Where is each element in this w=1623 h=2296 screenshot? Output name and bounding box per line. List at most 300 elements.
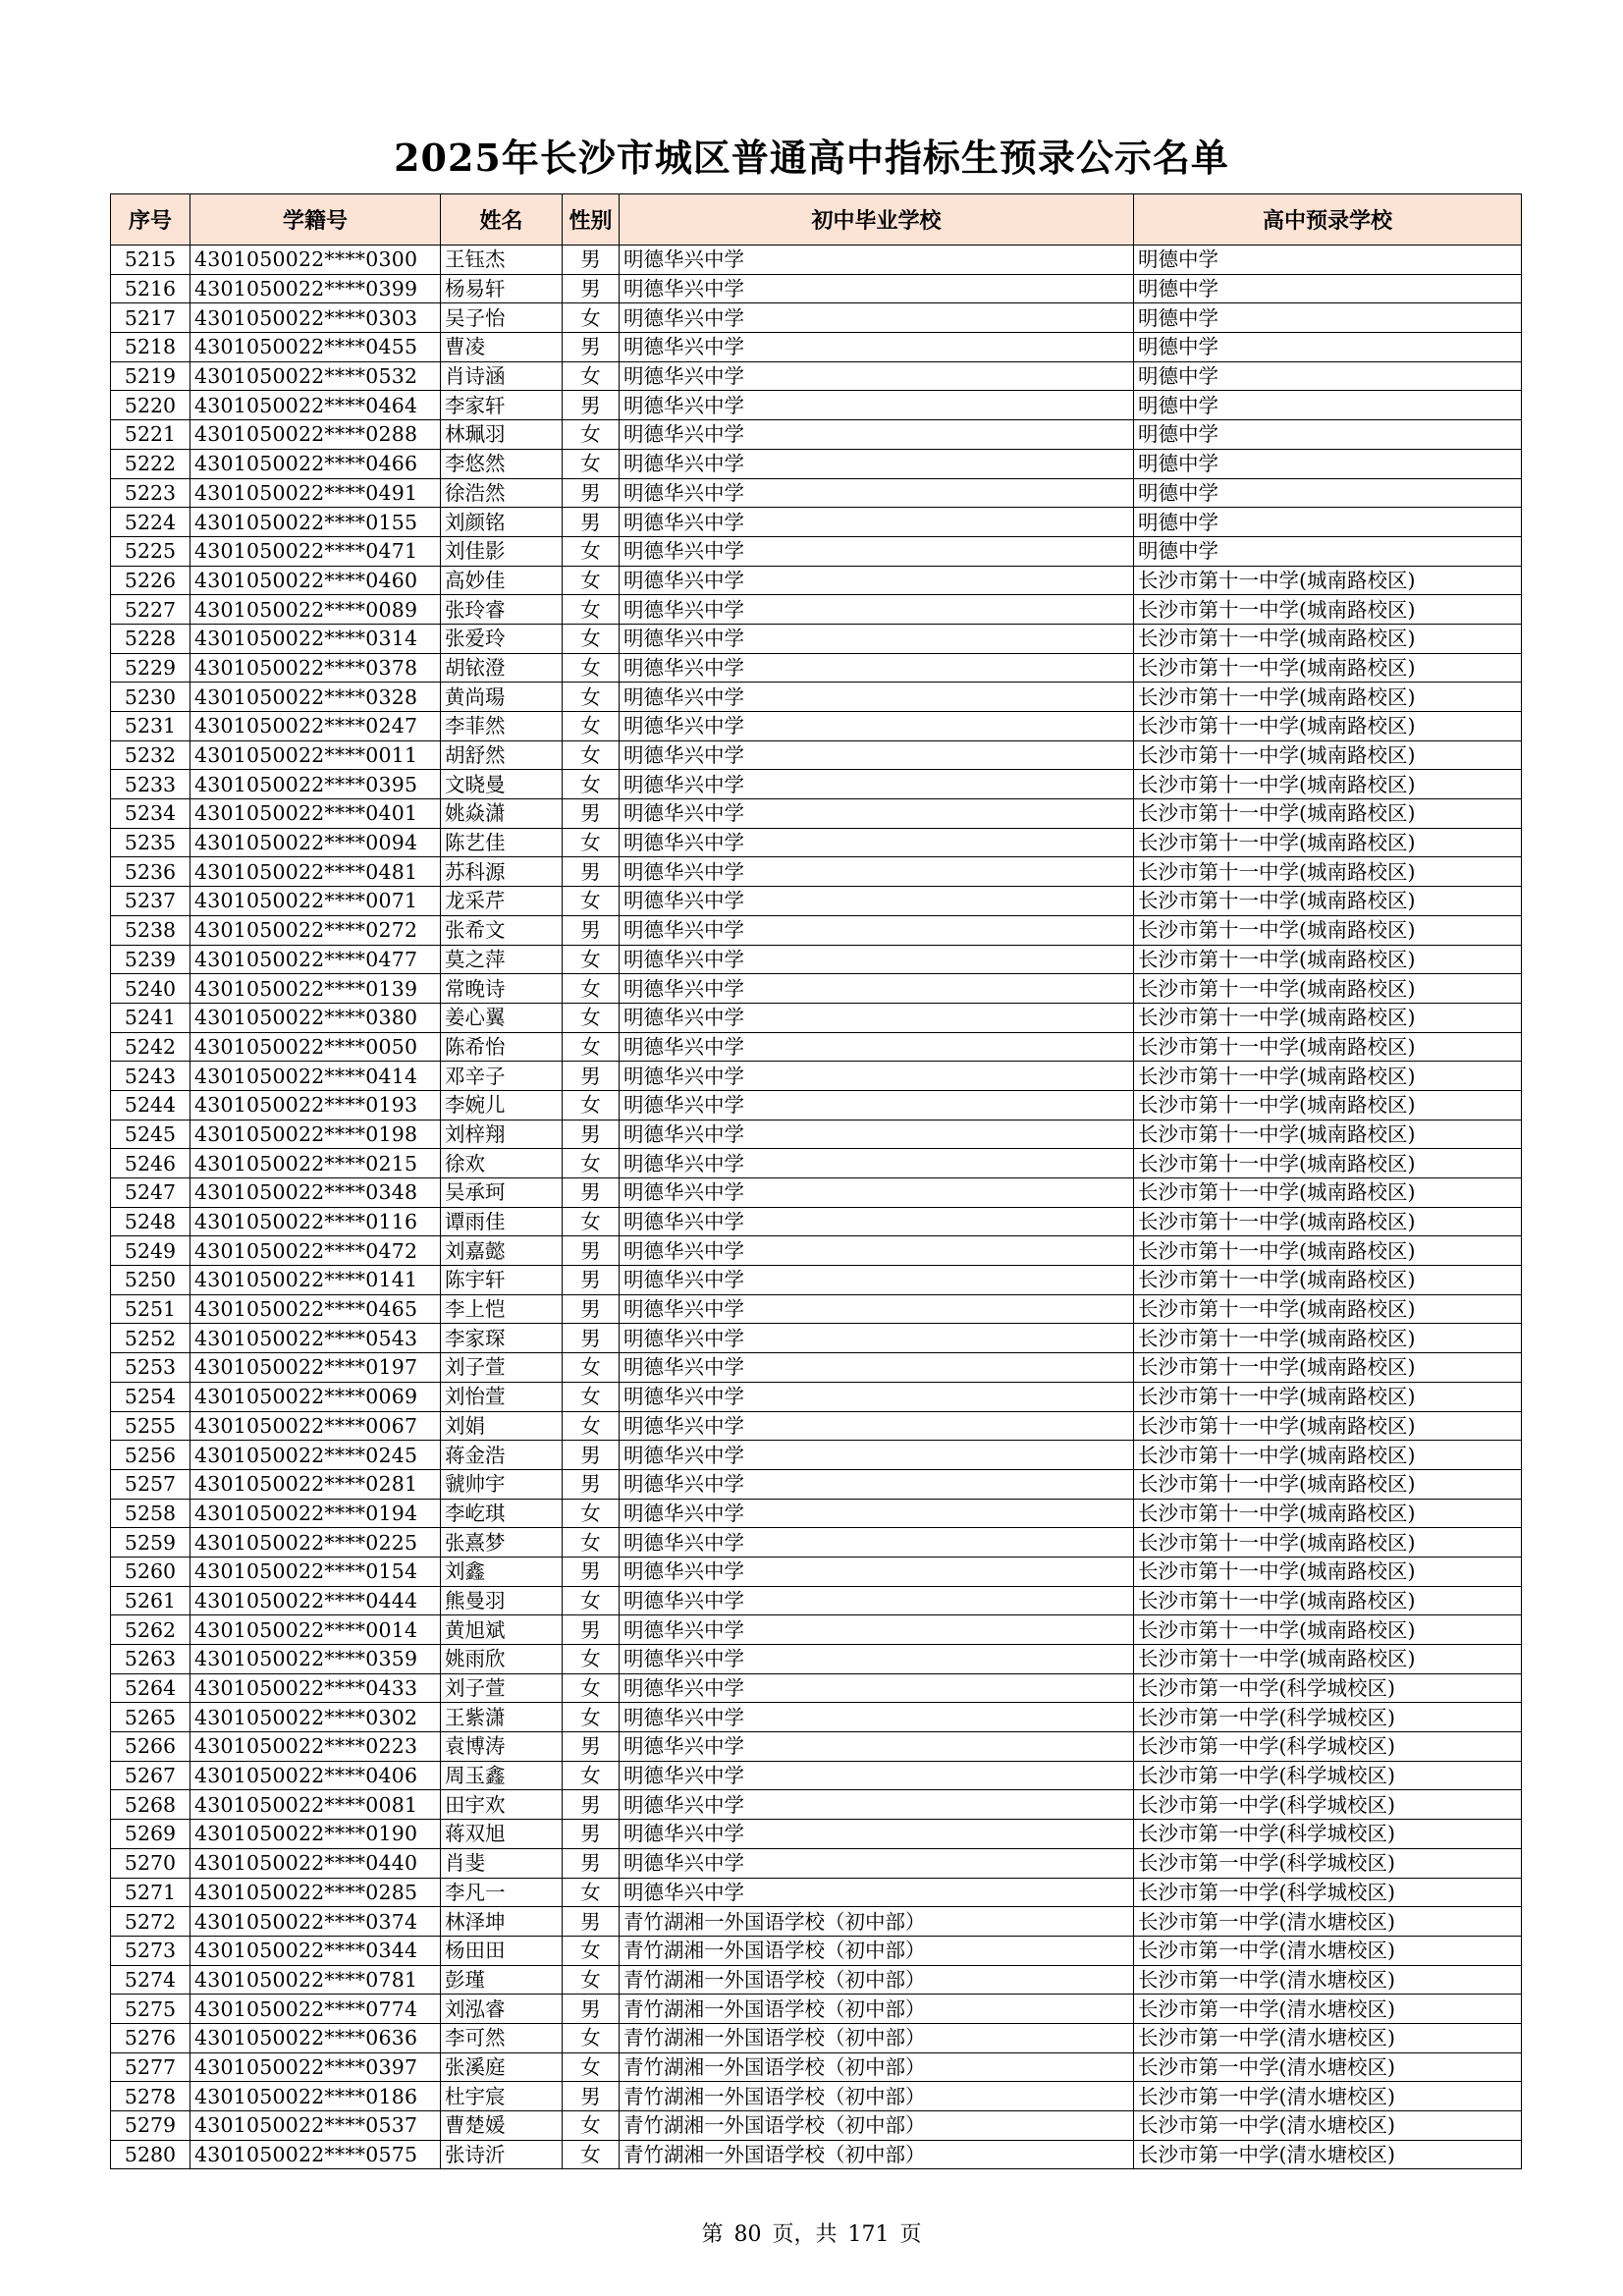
cell-gender: 女 <box>563 1878 620 1907</box>
cell-student-id: 4301050022****0359 <box>190 1645 441 1674</box>
cell-gender: 女 <box>563 536 620 566</box>
cell-high-school: 长沙市第十一中学(城南路校区) <box>1134 712 1522 741</box>
cell-gender: 男 <box>563 857 620 887</box>
cell-gender: 男 <box>563 1294 620 1324</box>
cell-seq: 5277 <box>111 2052 190 2082</box>
cell-middle-school: 明德华兴中学 <box>620 1790 1134 1820</box>
table-row <box>111 536 1522 566</box>
cell-high-school: 长沙市第十一中学(城南路校区) <box>1134 595 1522 625</box>
cell-middle-school: 明德华兴中学 <box>620 1557 1134 1586</box>
cell-middle-school: 明德华兴中学 <box>620 1499 1134 1528</box>
cell-high-school: 长沙市第十一中学(城南路校区) <box>1134 683 1522 712</box>
cell-student-id: 4301050022****0543 <box>190 1324 441 1353</box>
cell-name: 蒋双旭 <box>441 1820 563 1849</box>
header-student-id: 学籍号 <box>190 194 441 246</box>
cell-student-id: 4301050022****0328 <box>190 683 441 712</box>
cell-name: 肖诗涵 <box>441 361 563 391</box>
table-row <box>111 246 1522 275</box>
cell-student-id: 4301050022****0281 <box>190 1469 441 1499</box>
cell-seq: 5261 <box>111 1586 190 1615</box>
table-row <box>111 1528 1522 1558</box>
cell-middle-school: 明德华兴中学 <box>620 1528 1134 1558</box>
table-row <box>111 2052 1522 2082</box>
cell-student-id: 4301050022****0193 <box>190 1090 441 1120</box>
cell-seq: 5254 <box>111 1382 190 1411</box>
cell-name: 刘嘉懿 <box>441 1236 563 1266</box>
header-name: 姓名 <box>441 194 563 246</box>
cell-name: 常晚诗 <box>441 974 563 1004</box>
cell-middle-school: 明德华兴中学 <box>620 1178 1134 1208</box>
cell-gender: 男 <box>563 1848 620 1878</box>
cell-seq: 5235 <box>111 828 190 857</box>
cell-middle-school: 明德华兴中学 <box>620 887 1134 916</box>
cell-high-school: 长沙市第十一中学(城南路校区) <box>1134 624 1522 653</box>
cell-student-id: 4301050022****0380 <box>190 1003 441 1032</box>
cell-name: 刘鑫 <box>441 1557 563 1586</box>
cell-student-id: 4301050022****0141 <box>190 1266 441 1295</box>
cell-gender: 男 <box>563 391 620 420</box>
cell-middle-school: 明德华兴中学 <box>620 1615 1134 1645</box>
table-row <box>111 887 1522 916</box>
cell-high-school: 长沙市第一中学(清水塘校区) <box>1134 2082 1522 2111</box>
cell-seq: 5245 <box>111 1120 190 1149</box>
cell-seq: 5251 <box>111 1294 190 1324</box>
cell-gender: 男 <box>563 246 620 275</box>
cell-middle-school: 青竹湖湘一外国语学校（初中部） <box>620 2140 1134 2169</box>
table-row <box>111 1324 1522 1353</box>
cell-name: 吴子怡 <box>441 303 563 333</box>
cell-high-school: 长沙市第一中学(清水塘校区) <box>1134 2023 1522 2052</box>
cell-seq: 5224 <box>111 508 190 537</box>
cell-high-school: 长沙市第一中学(清水塘校区) <box>1134 1965 1522 1995</box>
cell-seq: 5240 <box>111 974 190 1004</box>
cell-seq: 5242 <box>111 1032 190 1062</box>
cell-name: 刘子萱 <box>441 1673 563 1703</box>
cell-seq: 5228 <box>111 624 190 653</box>
cell-student-id: 4301050022****0397 <box>190 2052 441 2082</box>
cell-student-id: 4301050022****0636 <box>190 2023 441 2052</box>
table-row <box>111 1586 1522 1615</box>
table-row <box>111 1469 1522 1499</box>
header-middle-school: 初中毕业学校 <box>620 194 1134 246</box>
cell-seq: 5259 <box>111 1528 190 1558</box>
cell-student-id: 4301050022****0414 <box>190 1062 441 1091</box>
cell-seq: 5229 <box>111 653 190 683</box>
cell-middle-school: 明德华兴中学 <box>620 770 1134 799</box>
cell-middle-school: 明德华兴中学 <box>620 1090 1134 1120</box>
cell-seq: 5223 <box>111 478 190 508</box>
cell-gender: 男 <box>563 1790 620 1820</box>
table-row <box>111 1995 1522 2024</box>
cell-name: 黄尚瑒 <box>441 683 563 712</box>
cell-high-school: 长沙市第十一中学(城南路校区) <box>1134 1615 1522 1645</box>
cell-middle-school: 明德华兴中学 <box>620 1353 1134 1383</box>
cell-middle-school: 明德华兴中学 <box>620 915 1134 945</box>
cell-gender: 男 <box>563 1615 620 1645</box>
cell-student-id: 4301050022****0466 <box>190 449 441 478</box>
table-row <box>111 333 1522 362</box>
cell-seq: 5233 <box>111 770 190 799</box>
cell-seq: 5255 <box>111 1411 190 1441</box>
cell-middle-school: 青竹湖湘一外国语学校（初中部） <box>620 2023 1134 2052</box>
table-row <box>111 449 1522 478</box>
cell-name: 刘怡萱 <box>441 1382 563 1411</box>
cell-name: 文晓曼 <box>441 770 563 799</box>
table-row <box>111 1761 1522 1790</box>
cell-seq: 5248 <box>111 1207 190 1236</box>
cell-student-id: 4301050022****0194 <box>190 1499 441 1528</box>
cell-seq: 5226 <box>111 566 190 595</box>
cell-name: 林珮羽 <box>441 420 563 450</box>
cell-gender: 男 <box>563 1178 620 1208</box>
table-row <box>111 274 1522 303</box>
cell-student-id: 4301050022****0272 <box>190 915 441 945</box>
cell-high-school: 长沙市第十一中学(城南路校区) <box>1134 1382 1522 1411</box>
cell-middle-school: 明德华兴中学 <box>620 740 1134 770</box>
cell-student-id: 4301050022****0081 <box>190 1790 441 1820</box>
cell-name: 曹楚媛 <box>441 2111 563 2141</box>
cell-name: 姚雨欣 <box>441 1645 563 1674</box>
cell-student-id: 4301050022****0460 <box>190 566 441 595</box>
cell-high-school: 长沙市第十一中学(城南路校区) <box>1134 915 1522 945</box>
cell-seq: 5250 <box>111 1266 190 1295</box>
cell-middle-school: 明德华兴中学 <box>620 361 1134 391</box>
cell-name: 林泽坤 <box>441 1907 563 1937</box>
cell-gender: 女 <box>563 1149 620 1178</box>
cell-middle-school: 明德华兴中学 <box>620 1207 1134 1236</box>
cell-high-school: 明德中学 <box>1134 246 1522 275</box>
cell-name: 胡舒然 <box>441 740 563 770</box>
cell-high-school: 长沙市第一中学(科学城校区) <box>1134 1878 1522 1907</box>
cell-gender: 女 <box>563 449 620 478</box>
cell-middle-school: 明德华兴中学 <box>620 478 1134 508</box>
cell-seq: 5218 <box>111 333 190 362</box>
cell-student-id: 4301050022****0455 <box>190 333 441 362</box>
cell-name: 刘颜铭 <box>441 508 563 537</box>
cell-seq: 5258 <box>111 1499 190 1528</box>
cell-gender: 女 <box>563 945 620 974</box>
cell-student-id: 4301050022****0154 <box>190 1557 441 1586</box>
table-row <box>111 1820 1522 1849</box>
cell-student-id: 4301050022****0198 <box>190 1120 441 1149</box>
cell-seq: 5268 <box>111 1790 190 1820</box>
cell-high-school: 长沙市第一中学(科学城校区) <box>1134 1848 1522 1878</box>
cell-student-id: 4301050022****0575 <box>190 2140 441 2169</box>
table-row <box>111 1003 1522 1032</box>
cell-middle-school: 明德华兴中学 <box>620 1382 1134 1411</box>
cell-high-school: 长沙市第一中学(科学城校区) <box>1134 1732 1522 1762</box>
cell-gender: 女 <box>563 566 620 595</box>
cell-student-id: 4301050022****0223 <box>190 1732 441 1762</box>
cell-name: 李上恺 <box>441 1294 563 1324</box>
table-row <box>111 566 1522 595</box>
cell-seq: 5273 <box>111 1936 190 1965</box>
cell-seq: 5239 <box>111 945 190 974</box>
cell-student-id: 4301050022****0471 <box>190 536 441 566</box>
cell-seq: 5274 <box>111 1965 190 1995</box>
cell-middle-school: 明德华兴中学 <box>620 1441 1134 1470</box>
cell-seq: 5230 <box>111 683 190 712</box>
table-row <box>111 595 1522 625</box>
cell-name: 王紫潇 <box>441 1703 563 1732</box>
cell-seq: 5266 <box>111 1732 190 1762</box>
cell-middle-school: 明德华兴中学 <box>620 595 1134 625</box>
cell-name: 刘佳影 <box>441 536 563 566</box>
cell-name: 袁博涛 <box>441 1732 563 1762</box>
cell-gender: 女 <box>563 624 620 653</box>
table-row <box>111 653 1522 683</box>
cell-high-school: 长沙市第十一中学(城南路校区) <box>1134 828 1522 857</box>
cell-student-id: 4301050022****0245 <box>190 1441 441 1470</box>
cell-gender: 女 <box>563 740 620 770</box>
cell-seq: 5269 <box>111 1820 190 1849</box>
cell-student-id: 4301050022****0190 <box>190 1820 441 1849</box>
cell-middle-school: 明德华兴中学 <box>620 857 1134 887</box>
cell-middle-school: 明德华兴中学 <box>620 333 1134 362</box>
cell-student-id: 4301050022****0781 <box>190 1965 441 1995</box>
cell-student-id: 4301050022****0444 <box>190 1586 441 1615</box>
cell-student-id: 4301050022****0300 <box>190 246 441 275</box>
cell-high-school: 长沙市第十一中学(城南路校区) <box>1134 1353 1522 1383</box>
cell-gender: 女 <box>563 1673 620 1703</box>
cell-middle-school: 青竹湖湘一外国语学校（初中部） <box>620 2111 1134 2141</box>
cell-seq: 5237 <box>111 887 190 916</box>
cell-high-school: 长沙市第十一中学(城南路校区) <box>1134 1149 1522 1178</box>
cell-gender: 女 <box>563 828 620 857</box>
cell-seq: 5263 <box>111 1645 190 1674</box>
cell-middle-school: 青竹湖湘一外国语学校（初中部） <box>620 2052 1134 2082</box>
cell-high-school: 明德中学 <box>1134 391 1522 420</box>
table-row <box>111 1382 1522 1411</box>
cell-student-id: 4301050022****0537 <box>190 2111 441 2141</box>
table-row <box>111 2023 1522 2052</box>
cell-student-id: 4301050022****0401 <box>190 799 441 829</box>
cell-gender: 男 <box>563 915 620 945</box>
cell-seq: 5221 <box>111 420 190 450</box>
cell-student-id: 4301050022****0399 <box>190 274 441 303</box>
table-row <box>111 1878 1522 1907</box>
cell-name: 曹凌 <box>441 333 563 362</box>
cell-student-id: 4301050022****0014 <box>190 1615 441 1645</box>
cell-gender: 男 <box>563 478 620 508</box>
table-row <box>111 1294 1522 1324</box>
cell-name: 胡铱澄 <box>441 653 563 683</box>
cell-gender: 女 <box>563 1207 620 1236</box>
cell-name: 李婉儿 <box>441 1090 563 1120</box>
cell-high-school: 长沙市第一中学(清水塘校区) <box>1134 1907 1522 1937</box>
table-row <box>111 799 1522 829</box>
table-row <box>111 1936 1522 1965</box>
table-row <box>111 915 1522 945</box>
table-row <box>111 1062 1522 1091</box>
cell-gender: 女 <box>563 712 620 741</box>
cell-name: 张希文 <box>441 915 563 945</box>
cell-high-school: 长沙市第十一中学(城南路校区) <box>1134 740 1522 770</box>
cell-seq: 5217 <box>111 303 190 333</box>
cell-student-id: 4301050022****0071 <box>190 887 441 916</box>
table-row <box>111 1411 1522 1441</box>
cell-student-id: 4301050022****0186 <box>190 2082 441 2111</box>
cell-gender: 男 <box>563 1441 620 1470</box>
cell-student-id: 4301050022****0069 <box>190 1382 441 1411</box>
cell-name: 张熹梦 <box>441 1528 563 1558</box>
table-row <box>111 420 1522 450</box>
header-high-school: 高中预录学校 <box>1134 194 1522 246</box>
cell-name: 苏科源 <box>441 857 563 887</box>
cell-name: 李可然 <box>441 2023 563 2052</box>
cell-gender: 女 <box>563 1499 620 1528</box>
page-number: 第 80 页，共 171 页 <box>701 2222 922 2247</box>
cell-name: 徐欢 <box>441 1149 563 1178</box>
cell-student-id: 4301050022****0464 <box>190 391 441 420</box>
cell-seq: 5236 <box>111 857 190 887</box>
cell-high-school: 长沙市第一中学(科学城校区) <box>1134 1703 1522 1732</box>
cell-gender: 女 <box>563 2140 620 2169</box>
table-row <box>111 1848 1522 1878</box>
cell-middle-school: 明德华兴中学 <box>620 799 1134 829</box>
cell-seq: 5267 <box>111 1761 190 1790</box>
cell-student-id: 4301050022****0215 <box>190 1149 441 1178</box>
cell-middle-school: 明德华兴中学 <box>620 828 1134 857</box>
cell-seq: 5225 <box>111 536 190 566</box>
cell-middle-school: 明德华兴中学 <box>620 566 1134 595</box>
cell-name: 龙采芹 <box>441 887 563 916</box>
cell-student-id: 4301050022****0481 <box>190 857 441 887</box>
cell-student-id: 4301050022****0465 <box>190 1294 441 1324</box>
cell-seq: 5264 <box>111 1673 190 1703</box>
cell-middle-school: 明德华兴中学 <box>620 624 1134 653</box>
cell-name: 李家轩 <box>441 391 563 420</box>
cell-name: 姜心翼 <box>441 1003 563 1032</box>
cell-high-school: 明德中学 <box>1134 303 1522 333</box>
cell-student-id: 4301050022****0247 <box>190 712 441 741</box>
cell-gender: 女 <box>563 361 620 391</box>
table-row <box>111 1120 1522 1149</box>
table-body <box>111 246 1522 2169</box>
table-row <box>111 1907 1522 1937</box>
cell-middle-school: 明德华兴中学 <box>620 1324 1134 1353</box>
cell-gender: 女 <box>563 1032 620 1062</box>
cell-middle-school: 明德华兴中学 <box>620 1236 1134 1266</box>
cell-student-id: 4301050022****0285 <box>190 1878 441 1907</box>
cell-name: 邓辛子 <box>441 1062 563 1091</box>
cell-seq: 5232 <box>111 740 190 770</box>
cell-seq: 5260 <box>111 1557 190 1586</box>
cell-gender: 女 <box>563 1703 620 1732</box>
cell-seq: 5241 <box>111 1003 190 1032</box>
cell-name: 徐浩然 <box>441 478 563 508</box>
cell-high-school: 长沙市第十一中学(城南路校区) <box>1134 653 1522 683</box>
cell-gender: 女 <box>563 1090 620 1120</box>
cell-seq: 5272 <box>111 1907 190 1937</box>
cell-name: 张爱玲 <box>441 624 563 653</box>
cell-high-school: 长沙市第十一中学(城南路校区) <box>1134 1207 1522 1236</box>
cell-name: 莫之萍 <box>441 945 563 974</box>
table-row <box>111 1965 1522 1995</box>
cell-high-school: 明德中学 <box>1134 420 1522 450</box>
table-row <box>111 828 1522 857</box>
cell-gender: 男 <box>563 1236 620 1266</box>
cell-gender: 男 <box>563 1266 620 1295</box>
cell-name: 周玉鑫 <box>441 1761 563 1790</box>
table-row <box>111 1353 1522 1383</box>
cell-name: 虢帅宇 <box>441 1469 563 1499</box>
cell-gender: 女 <box>563 887 620 916</box>
cell-high-school: 长沙市第十一中学(城南路校区) <box>1134 1469 1522 1499</box>
table-row <box>111 1673 1522 1703</box>
cell-high-school: 长沙市第十一中学(城南路校区) <box>1134 566 1522 595</box>
cell-name: 李悠然 <box>441 449 563 478</box>
cell-high-school: 长沙市第十一中学(城南路校区) <box>1134 1003 1522 1032</box>
cell-student-id: 4301050022****0472 <box>190 1236 441 1266</box>
table-row <box>111 1703 1522 1732</box>
cell-student-id: 4301050022****0774 <box>190 1995 441 2024</box>
cell-seq: 5278 <box>111 2082 190 2111</box>
cell-gender: 女 <box>563 974 620 1004</box>
cell-middle-school: 青竹湖湘一外国语学校（初中部） <box>620 1965 1134 1995</box>
cell-high-school: 长沙市第十一中学(城南路校区) <box>1134 1645 1522 1674</box>
cell-gender: 男 <box>563 799 620 829</box>
cell-seq: 5275 <box>111 1995 190 2024</box>
cell-name: 姚焱潇 <box>441 799 563 829</box>
cell-high-school: 长沙市第十一中学(城南路校区) <box>1134 1441 1522 1470</box>
cell-high-school: 长沙市第十一中学(城南路校区) <box>1134 945 1522 974</box>
cell-name: 吴承珂 <box>441 1178 563 1208</box>
cell-student-id: 4301050022****0314 <box>190 624 441 653</box>
cell-middle-school: 明德华兴中学 <box>620 1761 1134 1790</box>
cell-high-school: 长沙市第十一中学(城南路校区) <box>1134 770 1522 799</box>
cell-name: 彭瑾 <box>441 1965 563 1995</box>
cell-gender: 女 <box>563 1382 620 1411</box>
cell-student-id: 4301050022****0197 <box>190 1353 441 1383</box>
cell-student-id: 4301050022****0155 <box>190 508 441 537</box>
cell-high-school: 长沙市第十一中学(城南路校区) <box>1134 887 1522 916</box>
table-row <box>111 2140 1522 2169</box>
cell-gender: 男 <box>563 508 620 537</box>
cell-high-school: 长沙市第十一中学(城南路校区) <box>1134 1090 1522 1120</box>
cell-high-school: 明德中学 <box>1134 333 1522 362</box>
cell-middle-school: 明德华兴中学 <box>620 945 1134 974</box>
cell-high-school: 长沙市第十一中学(城南路校区) <box>1134 1062 1522 1091</box>
cell-middle-school: 明德华兴中学 <box>620 508 1134 537</box>
table-row <box>111 624 1522 653</box>
cell-high-school: 明德中学 <box>1134 274 1522 303</box>
cell-gender: 女 <box>563 1761 620 1790</box>
header-gender: 性别 <box>563 194 620 246</box>
table-row <box>111 974 1522 1004</box>
cell-seq: 5265 <box>111 1703 190 1732</box>
cell-gender: 男 <box>563 1120 620 1149</box>
cell-seq: 5219 <box>111 361 190 391</box>
cell-seq: 5270 <box>111 1848 190 1878</box>
table-row <box>111 391 1522 420</box>
cell-gender: 男 <box>563 1324 620 1353</box>
cell-high-school: 长沙市第一中学(清水塘校区) <box>1134 2052 1522 2082</box>
cell-gender: 男 <box>563 1907 620 1937</box>
table-row <box>111 1790 1522 1820</box>
cell-middle-school: 青竹湖湘一外国语学校（初中部） <box>620 1907 1134 1937</box>
cell-name: 谭雨佳 <box>441 1207 563 1236</box>
cell-middle-school: 明德华兴中学 <box>620 420 1134 450</box>
cell-middle-school: 明德华兴中学 <box>620 974 1134 1004</box>
table-row <box>111 1441 1522 1470</box>
cell-seq: 5227 <box>111 595 190 625</box>
cell-student-id: 4301050022****0089 <box>190 595 441 625</box>
cell-gender: 男 <box>563 274 620 303</box>
cell-gender: 女 <box>563 1645 620 1674</box>
table-row <box>111 303 1522 333</box>
cell-middle-school: 明德华兴中学 <box>620 1848 1134 1878</box>
